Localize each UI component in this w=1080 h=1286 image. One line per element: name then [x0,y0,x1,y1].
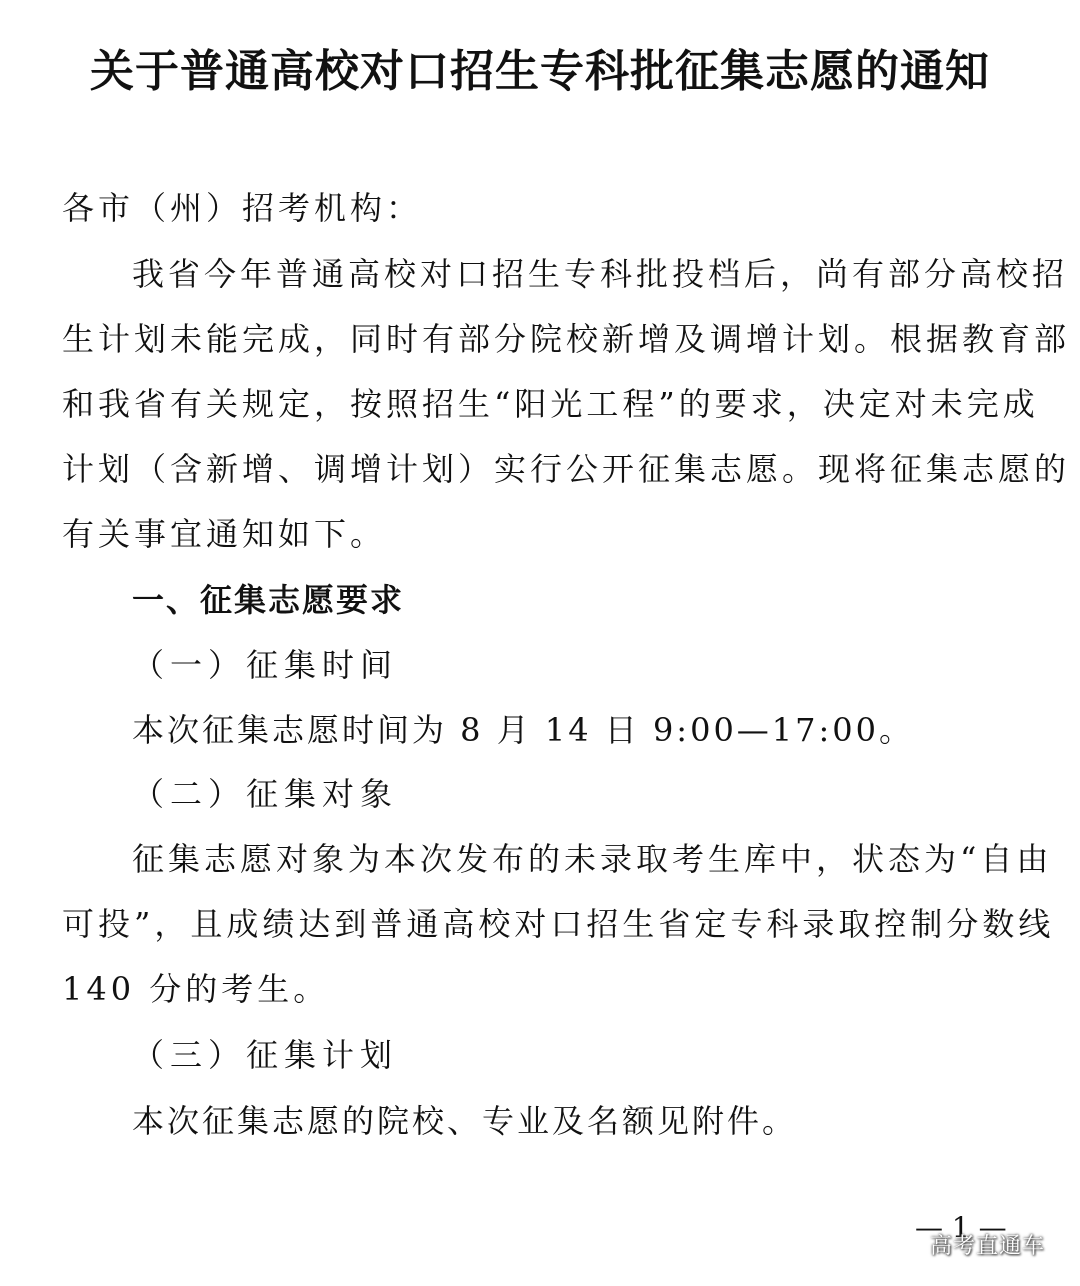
intro-line-5: 有关事宜通知如下。 [62,515,387,553]
subsection-2-line-1: 征集志愿对象为本次发布的未录取考生库中，状态为“自由 [132,840,1053,878]
document-title: 关于普通高校对口招生专科批征集志愿的通知 [90,46,990,97]
subsection-3-text: 本次征集志愿的院校、专业及名额见附件。 [132,1102,798,1140]
watermark: 高考直通车 [930,1234,1046,1259]
intro-line-3: 和我省有关规定，按照招生“阳光工程”的要求，决定对未完成 [62,385,1039,423]
intro-line-1: 我省今年普通高校对口招生专科批投档后，尚有部分高校招 [132,255,1069,293]
subsection-3-heading: （三）征集计划 [132,1036,399,1074]
subsection-2-line-3: 140 分的考生。 [62,970,330,1008]
subsection-2-line-2: 可投”，且成绩达到普通高校对口招生省定专科录取控制分数线 [62,905,1055,943]
intro-line-2: 生计划未能完成，同时有部分院校新增及调增计划。根据教育部 [62,320,1071,358]
section-1-heading: 一、征集志愿要求 [132,581,405,619]
subsection-2-heading: （二）征集对象 [132,775,399,813]
page-number: — 1 — [915,1211,1007,1244]
subsection-1-text: 本次征集志愿时间为 8 月 14 日 9:00—17:00。 [132,711,915,749]
intro-line-4: 计划（含新增、调增计划）实行公开征集志愿。现将征集志愿的 [62,450,1071,488]
subsection-1-heading: （一）征集时间 [132,646,399,684]
salutation: 各市（州）招考机构： [62,189,423,227]
